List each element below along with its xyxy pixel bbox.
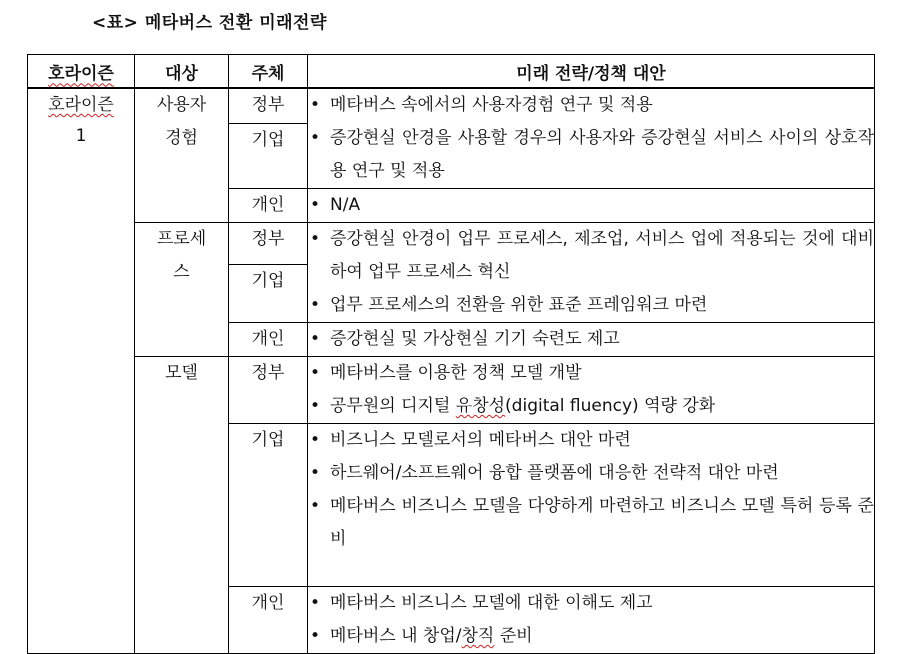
- header-horizon: 호라이즌: [28, 55, 135, 89]
- horizon-label: 호라이즌: [48, 95, 114, 115]
- strategy-ux-ind: [308, 189, 875, 223]
- strategy-model-ind: [308, 587, 875, 654]
- horizon-cell: [28, 88, 135, 654]
- list-item: • 공무원의 디지털 유창성(digital fluency) 역량 강화: [310, 396, 716, 416]
- list-item: • 비즈니스 모델로서의 메타버스 대안 마련: [310, 430, 631, 450]
- list-item: • 메타버스 비즈니스 모델을 다양하게 마련하고 비즈니스 모델 특허 등록 준비: [310, 496, 874, 549]
- table-caption: <표> 메타버스 전환 미래전략: [92, 13, 327, 33]
- actor-ind-process: 개인: [229, 323, 308, 357]
- header-strategy: 미래 전략/정책 대안: [308, 55, 875, 89]
- strategy-process-ind: [308, 323, 875, 357]
- list-item: • 메타버스 속에서의 사용자경험 연구 및 적용: [310, 95, 653, 115]
- strategy-model-biz: [308, 424, 875, 587]
- actor-gov-model: 정부: [229, 357, 308, 424]
- strategy-process-gov-biz: [308, 223, 875, 323]
- table-row: [28, 223, 875, 265]
- list-item: • 증강현실 안경을 사용할 경우의 사용자와 증강현실 서비스 사이의 상호작용 연구 및 적용: [310, 128, 874, 181]
- horizon-number: 1: [75, 126, 87, 146]
- actor-ind-model: 개인: [229, 587, 308, 654]
- strategy-ux-gov-biz: [308, 88, 875, 189]
- actor-biz-process: 기업: [229, 265, 308, 323]
- actor-biz-ux: 기업: [229, 124, 308, 189]
- header-target: 대상: [135, 55, 229, 89]
- target-model: 모델: [135, 357, 229, 654]
- target-ux: 사용자 경험: [135, 88, 229, 223]
- actor-ind-ux: 개인: [229, 189, 308, 223]
- list-item: • 메타버스 비즈니스 모델에 대한 이해도 제고: [310, 593, 653, 613]
- strategy-model-gov: [308, 357, 875, 424]
- target-process: 프로세 스: [135, 223, 229, 357]
- list-item: • 증강현실 안경이 업무 프로세스, 제조업, 서비스 업에 적용되는 것에 대비하여 업무 프로세스 혁신: [310, 229, 874, 282]
- list-item: • 증강현실 및 가상현실 기기 숙련도 제고: [310, 329, 620, 349]
- list-item: • 하드웨어/소프트웨어 융합 플랫폼에 대응한 전략적 대안 마련: [310, 463, 779, 483]
- list-item: • 메타버스를 이용한 정책 모델 개발: [310, 363, 582, 383]
- actor-biz-model: 기업: [229, 424, 308, 587]
- list-item: • 업무 프로세스의 전환을 위한 표준 프레임워크 마련: [310, 295, 708, 315]
- table-row: [28, 357, 875, 424]
- list-item: • 메타버스 내 창업/창직 준비: [310, 626, 533, 646]
- actor-gov-process: 정부: [229, 223, 308, 265]
- table-row: [28, 88, 875, 124]
- list-item: • N/A: [310, 195, 361, 215]
- actor-gov-ux: 정부: [229, 88, 308, 124]
- header-row: [28, 55, 875, 89]
- strategy-table: [27, 54, 875, 654]
- header-actor: 주체: [229, 55, 308, 89]
